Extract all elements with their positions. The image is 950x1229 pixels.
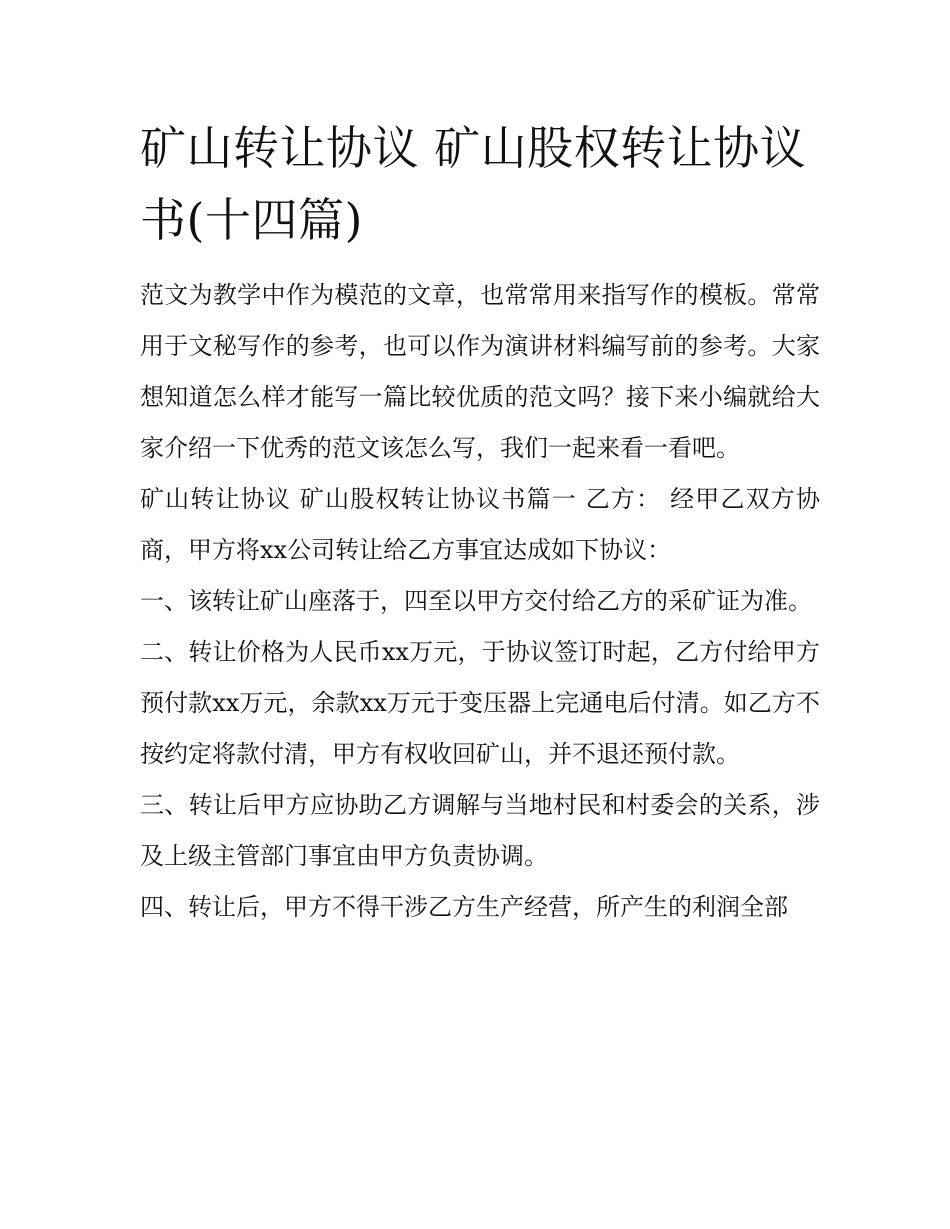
- paragraph-clause-1: 一、该转让矿山座落于，四至以甲方交付给乙方的采矿证为准。: [140, 587, 812, 615]
- paragraph-clause-4: 四、转让后，甲方不得干涉乙方生产经营，所产生的利润全部: [140, 893, 788, 921]
- document-title: 矿山转让协议 矿山股权转让协议书(十四篇): [140, 121, 807, 247]
- paragraph-agreement-intro: 矿山转让协议 矿山股权转让协议书篇一 乙方： 经甲乙双方协商，甲方将xx公司转让给乙方事宜达成如下协议：: [140, 485, 820, 564]
- paragraph-intro: 范文为教学中作为模范的文章，也常常用来指写作的模板。常常用于文秘写作的参考，也可以作为演讲材料编写前的参考。大家想知道怎么样才能写一篇比较优质的范文吗？接下来小编就给大家介绍一下优秀的范文该怎么写，我们一起来看一看吧。: [140, 281, 820, 462]
- paragraph-clause-3: 三、转让后甲方应协助乙方调解与当地村民和村委会的关系，涉及上级主管部门事宜由甲方负责协调。: [140, 791, 820, 870]
- document-page: [140, 112, 820, 933]
- paragraph-clause-2: 二、转让价格为人民币xx万元，于协议签订时起，乙方付给甲方预付款xx万元，余款xx万元于变压器上完通电后付清。如乙方不按约定将款付清，甲方有权收回矿山，并不退还预付款。: [140, 638, 820, 768]
